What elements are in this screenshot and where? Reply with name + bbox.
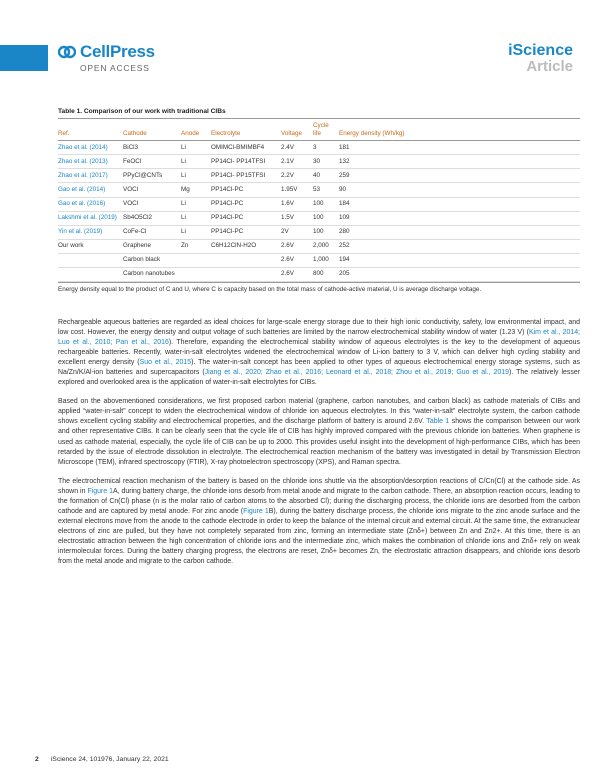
cell-ref — [58, 267, 123, 281]
col-header-electrolyte: Electrolyte — [211, 119, 281, 141]
open-access-label: OPEN ACCESS — [80, 63, 150, 73]
cell-ref: Our work — [58, 239, 123, 253]
table-row — [58, 141, 580, 155]
table-footnote: Energy density equal to the product of C and U, where C is capacity based on the total mass of cathode-active material, U is average discharge voltage. — [58, 282, 580, 294]
cell-cycle-life: 53 — [313, 183, 339, 197]
cell-anode: Li — [181, 197, 211, 211]
cell-energy-density: 181 — [339, 141, 580, 155]
cell-anode: Li — [181, 141, 211, 155]
cell-anode: Li — [181, 211, 211, 225]
p1-text-d: ). The relatively lesser explored and overlooked area is the application of water-in-salt electrolytes for CIBs. — [58, 369, 580, 387]
cell-cathode: BiCl3 — [123, 141, 181, 155]
article-type: Article — [526, 58, 573, 75]
table-link[interactable]: Table 1 — [426, 418, 450, 426]
cell-cycle-life: 1,000 — [313, 253, 339, 267]
cell-anode: Li — [181, 155, 211, 169]
cell-energy-density: 194 — [339, 253, 580, 267]
p3-text-a: The electrochemical reaction mechanism of the battery is based on the chloride ions shuttle via the absorption/desorption reactions of C/Cn(Cl) at the cathode side. As shown in — [58, 477, 580, 495]
cell-voltage: 2.1V — [281, 155, 313, 169]
table-row — [58, 197, 580, 211]
cell-electrolyte — [211, 267, 281, 281]
cell-cycle-life: 3 — [313, 141, 339, 155]
cell-energy-density: 252 — [339, 239, 580, 253]
cell-voltage: 1.95V — [281, 183, 313, 197]
cell-cathode: VOCl — [123, 197, 181, 211]
cell-voltage: 2.6V — [281, 253, 313, 267]
cell-cycle-life: 800 — [313, 267, 339, 281]
cell-cycle-life: 100 — [313, 197, 339, 211]
cell-cycle-life: 40 — [313, 169, 339, 183]
cell-ref[interactable]: Gao et al. (2016) — [58, 197, 123, 211]
cell-voltage: 2.2V — [281, 169, 313, 183]
col-header-energy-density: Energy density (Wh/kg) — [339, 119, 580, 141]
article-body — [58, 318, 580, 576]
cell-voltage: 2V — [281, 225, 313, 239]
citation-link[interactable]: Kim et al., 2014; Luo et al., 2010; Pan et al., 2016 — [58, 329, 580, 347]
table-body — [58, 141, 580, 281]
col-header-anode: Anode — [181, 119, 211, 141]
cell-cycle-life: 2,000 — [313, 239, 339, 253]
table-row — [58, 211, 580, 225]
cell-cathode: Carbon black — [123, 253, 181, 267]
cell-energy-density: 109 — [339, 211, 580, 225]
cell-cathode: Carbon nanotubes — [123, 267, 181, 281]
cell-ref[interactable]: Zhao et al. (2017) — [58, 169, 123, 183]
cell-cathode: Graphene — [123, 239, 181, 253]
footer-citation: iScience 24, 101976, January 22, 2021 — [50, 756, 169, 763]
table-row — [58, 155, 580, 169]
cell-ref[interactable]: Yin et al. (2019) — [58, 225, 123, 239]
cell-electrolyte — [211, 253, 281, 267]
cell-cycle-life: 100 — [313, 225, 339, 239]
cell-electrolyte: C6H12ClN-H2O — [211, 239, 281, 253]
cell-ref[interactable]: Lakshmi et al. (2019) — [58, 211, 123, 225]
cell-electrolyte: PP14Cl-PC — [211, 197, 281, 211]
cell-voltage: 2.6V — [281, 239, 313, 253]
table-header-row — [58, 119, 580, 141]
journal-name: iScience — [508, 42, 573, 59]
cell-electrolyte: OMIMCl-BMIMBF4 — [211, 141, 281, 155]
cellpress-logo-icon — [58, 45, 76, 59]
cell-anode: Zn — [181, 239, 211, 253]
journal-masthead — [508, 42, 573, 75]
cell-cathode: CoFe-Cl — [123, 225, 181, 239]
cell-energy-density: 90 — [339, 183, 580, 197]
cell-voltage: 1.5V — [281, 211, 313, 225]
table-row — [58, 239, 580, 253]
cell-anode — [181, 267, 211, 281]
comparison-table — [58, 119, 580, 282]
cell-cycle-life: 100 — [313, 211, 339, 225]
cell-anode: Li — [181, 169, 211, 183]
cell-cathode: PPyCl@CNTs — [123, 169, 181, 183]
page-number: 2 — [35, 756, 39, 763]
cell-energy-density: 205 — [339, 267, 580, 281]
cell-cathode: Sb4O5Cl2 — [123, 211, 181, 225]
table-row — [58, 183, 580, 197]
cell-electrolyte: PP14Cl- PP15TFSI — [211, 169, 281, 183]
page-side-tab — [0, 45, 48, 71]
cell-ref[interactable]: Zhao et al. (2013) — [58, 155, 123, 169]
p1-text-b: ). Therefore, expanding the electrochemical stability window of aqueous electrolytes is the key to the development of aqueous rechargeable batteries. Recently, water-in-salt electrolytes widened the electrochemical window of Li-ion battery to 3 V, which can deliver high cycling stability and excellent energy density ( — [58, 339, 580, 367]
citation-link[interactable]: Suo et al., 2015 — [139, 359, 192, 367]
paragraph-1 — [58, 318, 580, 388]
comparison-table-block — [58, 108, 580, 294]
table-row — [58, 253, 580, 267]
p3-text-b: A, during battery charge, the chloride ions desorb from metal anode and migrate to the carbon cathode. There, an absorption reaction occurs, leading to the formation of Cn(Cl) phase (n is the molar ratio of carbon atoms to the absorbed Cl); during the discharging process, the chloride ions are desorbed from the carbon cathode and are captured by metal anode. For zinc anode ( — [58, 487, 581, 515]
cell-energy-density: 280 — [339, 225, 580, 239]
col-header-cycle-life: Cycle life — [313, 119, 339, 141]
table-row — [58, 169, 580, 183]
paragraph-2 — [58, 397, 580, 467]
cell-voltage: 1.6V — [281, 197, 313, 211]
cell-electrolyte: PP14Cl- PP14TFSI — [211, 155, 281, 169]
cell-voltage: 2.4V — [281, 141, 313, 155]
p2-text-b: shows the comparison between our work and other representative CIBs. It can be clearly seen that the cycle life of CIB has highly improved compared with the previous chloride ion batteries. When graphene is used as cathode material, especially, the cycle life of CIB can be up to 2000. This provides useful insight into the development of high-performance CIBs, which has been retarded by the issue of electrode dissolution in electrolyte. The electrochemical reaction mechanism of the battery was investigated in detail by Transmission Electron Microscope (TEM), infrared spectroscopy (FTIR), X-ray photoelectron spectroscopy (XPS), and Raman spectra. — [58, 418, 580, 466]
publisher-name: CellPress — [80, 42, 155, 61]
p1-text-a: Rechargeable aqueous batteries are regarded as ideal choices for large-scale energy storage due to their high ionic conductivity, safety, low environmental impact, and low cost. However, the energy density and output voltage of such batteries are limited by the narrow electrochemical stability window of water (1.23 V) ( — [58, 319, 580, 337]
figure-link[interactable]: Figure 1 — [87, 487, 113, 495]
cell-anode — [181, 253, 211, 267]
col-header-cathode: Cathode — [123, 119, 181, 141]
col-header-voltage: Voltage — [281, 119, 313, 141]
p2-text-a: Based on the abovementioned considerations, we first proposed carbon material (graphene, carbon nanotubes, and carbon black) as cathode materials of CIBs and applied “water-in-salt” concept to widen the electrochemical window of chloride ion aqueous electrolytes. In this “water-in-salt” electrolyte system, the carbon cathode shows excellent cycling stability and electrochemical properties, and the discharge platform of battery is around 2.6V. — [58, 398, 580, 426]
cell-electrolyte: PP14Cl-PC — [211, 183, 281, 197]
cell-cathode: FeOCl — [123, 155, 181, 169]
cell-energy-density: 184 — [339, 197, 580, 211]
cell-energy-density: 132 — [339, 155, 580, 169]
publisher-logo — [58, 42, 155, 73]
figure-link[interactable]: Figure 1 — [243, 507, 269, 515]
citation-link[interactable]: Jiang et al., 2020; Zhao et al., 2016; Leonard et al., 2018; Zhou et al., 2019; Guo et al., 2019 — [204, 369, 509, 377]
cell-cathode: VOCl — [123, 183, 181, 197]
cell-cycle-life: 30 — [313, 155, 339, 169]
paragraph-3 — [58, 477, 580, 567]
cell-electrolyte: PP14Cl-PC — [211, 225, 281, 239]
cell-ref[interactable]: Gao et al. (2014) — [58, 183, 123, 197]
p3-text-c: B), during the battery discharge process, the chloride ions migrate to the zinc anode surface and the external electrons move from the anode to the cathode electrode in order to keep the balance of the internal circuit and external circuit. At the same time, the extranuclear electrons of zinc are pulled, but they have not completely separated from zinc, forming an intermediate state (Znδ+) between Zn and Zn2+. At this time, there is an electrostatic attraction between the high concentration of chloride ions and the intermediate zinc, which makes the combination of chloride ions and Znδ+ rely on weak intermolecular forces. During the battery charging progress, the electrons are reset, Znδ+ becomes Zn, the electrostatic attraction disappears, and chloride ions desorb from the metal anode and migrate to the carbon cathode. — [58, 507, 581, 566]
table-row — [58, 267, 580, 281]
cell-anode: Li — [181, 225, 211, 239]
cell-anode: Mg — [181, 183, 211, 197]
cell-voltage: 2.6V — [281, 267, 313, 281]
cell-ref — [58, 253, 123, 267]
cell-energy-density: 259 — [339, 169, 580, 183]
page-footer — [35, 756, 169, 763]
table-row — [58, 225, 580, 239]
p1-text-c: ). The water-in-salt concept has been applied to other types of aqueous electrochemical energy storage systems, such as Na/Zn/K/Al-ion batteries and supercapacitors ( — [58, 359, 580, 377]
col-header-ref: Ref. — [58, 119, 123, 141]
cell-ref[interactable]: Zhao et al. (2014) — [58, 141, 123, 155]
cell-electrolyte: PP14Cl-PC — [211, 211, 281, 225]
table-title: Table 1. Comparison of our work with traditional CIBs — [58, 108, 580, 119]
